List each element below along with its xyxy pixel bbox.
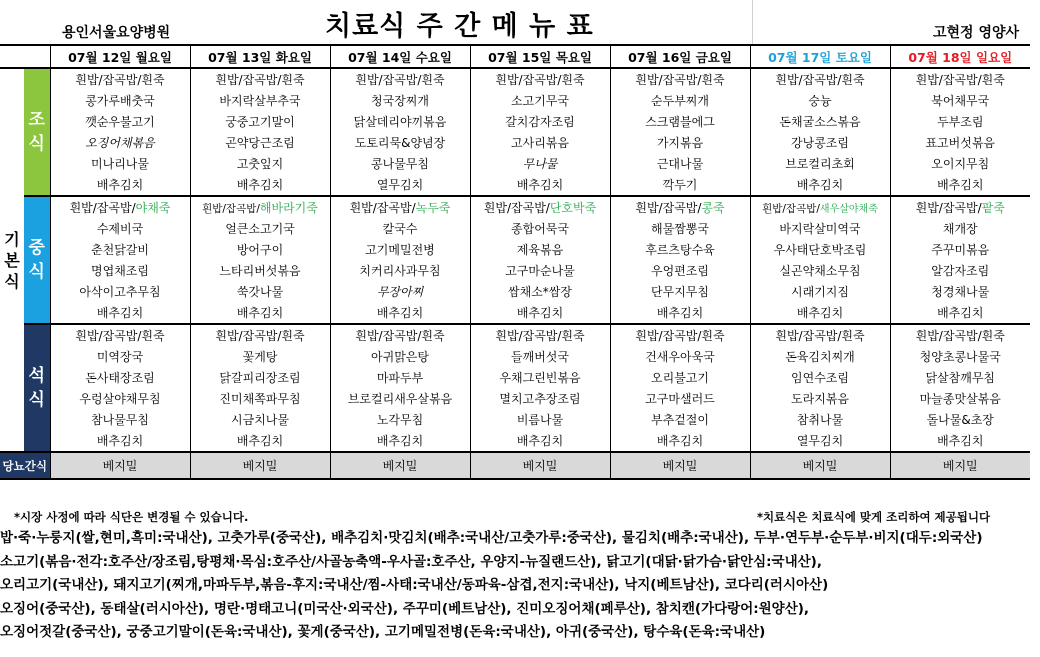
- menu-cell: 흰밥/잡곡밥/흰죽: [470, 324, 610, 346]
- menu-cell: 바지락살부추국: [190, 90, 330, 111]
- menu-cell: 배추김치: [610, 430, 750, 452]
- day-header-thu: 07월 15일 목요일: [470, 45, 610, 68]
- menu-cell: 배추김치: [50, 430, 190, 452]
- menu-cell: 배추김치: [890, 430, 1030, 452]
- dinner-label: [24, 324, 50, 452]
- day-header-row: [0, 45, 1030, 68]
- snack-item: 베지밀: [50, 452, 190, 479]
- breakfast-row: [0, 90, 1030, 111]
- menu-cell: 배추김치: [750, 174, 890, 196]
- menu-cell: 닭살참깨무침: [890, 367, 1030, 388]
- menu-cell: [750, 196, 890, 218]
- menu-cell: 표고버섯볶음: [890, 132, 1030, 153]
- _v.lunch-char: 중: [28, 238, 45, 258]
- menu-cell: 고춧잎지: [190, 153, 330, 174]
- menu-cell: 배추김치: [750, 302, 890, 324]
- diet-group-label: [0, 68, 24, 452]
- menu-cell: 배추김치: [50, 174, 190, 196]
- menu-cell: 흰밥/잡곡밥/흰죽: [750, 324, 890, 346]
- menu-cell: 칼국수: [330, 218, 470, 239]
- menu-cell: 무나물: [470, 153, 610, 174]
- menu-cell: 두부조림: [890, 111, 1030, 132]
- menu-cell: 고기메밀전병: [330, 239, 470, 260]
- menu-cell: 배추김치: [190, 430, 330, 452]
- menu-cell: 배추김치: [890, 174, 1030, 196]
- hospital-name: 용인서울요양병원: [62, 25, 171, 41]
- snack-item: 베지밀: [610, 452, 750, 479]
- lunch-row: [0, 260, 1030, 281]
- breakfast-row: [0, 174, 1030, 196]
- sheet-gridline: [752, 0, 753, 44]
- menu-cell: 열무김치: [330, 174, 470, 196]
- porridge-item: 야채죽: [135, 201, 171, 215]
- _v.group-char: 식: [4, 271, 20, 291]
- lunch-row: [0, 302, 1030, 324]
- rice-options: 흰밥/잡곡밥/: [69, 201, 136, 215]
- menu-cell: 흰밥/잡곡밥/흰죽: [190, 324, 330, 346]
- menu-cell: 청경채나물: [890, 281, 1030, 302]
- menu-cell: 들깨버섯국: [470, 346, 610, 367]
- menu-cell: 흰밥/잡곡밥/흰죽: [330, 68, 470, 90]
- rice-options: 흰밥/잡곡밥/: [202, 203, 260, 215]
- menu-cell: 참취나물: [750, 409, 890, 430]
- menu-cell: 오이지무침: [890, 153, 1030, 174]
- snack-label: 당뇨간식: [0, 452, 50, 479]
- dietitian-name: 고현정 영양사: [933, 25, 1020, 41]
- note-left: *시장 사정에 따라 식단은 변경될 수 있습니다.: [14, 510, 249, 524]
- menu-cell: 멸치고추장조림: [470, 388, 610, 409]
- menu-cell: 우엉편조림: [610, 260, 750, 281]
- snack-item: 베지밀: [470, 452, 610, 479]
- menu-cell: 고구마순나물: [470, 260, 610, 281]
- menu-cell: 브로컬리초회: [750, 153, 890, 174]
- menu-cell: 우채그린빈볶음: [470, 367, 610, 388]
- porridge-item: 단호박죽: [549, 201, 597, 215]
- menu-cell: 제육볶음: [470, 239, 610, 260]
- dinner-row: [0, 409, 1030, 430]
- menu-cell: 돈사태장조림: [50, 367, 190, 388]
- menu-cell: 노각무침: [330, 409, 470, 430]
- menu-cell: 소고기무국: [470, 90, 610, 111]
- menu-cell: 방어구이: [190, 239, 330, 260]
- menu-cell: 도라지볶음: [750, 388, 890, 409]
- menu-cell: 흰밥/잡곡밥/흰죽: [50, 68, 190, 90]
- menu-cell: 곤약당근조림: [190, 132, 330, 153]
- menu-cell: 오리불고기: [610, 367, 750, 388]
- menu-cell: 배추김치: [890, 302, 1030, 324]
- menu-cell: 단무지무침: [610, 281, 750, 302]
- menu-cell: 열무김치: [750, 430, 890, 452]
- porridge-item: 새우살야채죽: [819, 203, 878, 215]
- origin-info: [0, 527, 1040, 645]
- menu-cell: 채개장: [890, 218, 1030, 239]
- menu-cell: 참나물무침: [50, 409, 190, 430]
- day-header-sat: 07월 17일 토요일: [750, 45, 890, 68]
- menu-cell: 콩가루배춧국: [50, 90, 190, 111]
- menu-cell: 순두부찌개: [610, 90, 750, 111]
- menu-cell: 수제비국: [50, 218, 190, 239]
- menu-cell: 배추김치: [470, 174, 610, 196]
- breakfast-row: [0, 111, 1030, 132]
- menu-cell: 닭살데리야끼볶음: [330, 111, 470, 132]
- menu-cell: 부추겉절이: [610, 409, 750, 430]
- rice-options: 흰밥/잡곡밥/: [483, 201, 550, 215]
- menu-cell: 미나리나물: [50, 153, 190, 174]
- _v.breakfast-char: 조: [28, 110, 45, 130]
- menu-cell: 아삭이고추무침: [50, 281, 190, 302]
- menu-cell: 고사리볶음: [470, 132, 610, 153]
- menu-cell: 흰밥/잡곡밥/흰죽: [610, 324, 750, 346]
- menu-cell: 미역장국: [50, 346, 190, 367]
- menu-cell: 돈육김치찌개: [750, 346, 890, 367]
- breakfast-row: [0, 132, 1030, 153]
- menu-cell: 배추김치: [190, 174, 330, 196]
- breakfast-row: [0, 68, 1030, 90]
- menu-cell: 진미채쪽파무침: [190, 388, 330, 409]
- snack-item: 베지밀: [190, 452, 330, 479]
- origin-line: 소고기(볶음·전각:호주산/장조림,탕평채·목심:호주산/사골농축액-우사골:호주산, 우양지-뉴질랜드산), 닭고기(대닭·닭가슴·닭안심:국내산),: [0, 553, 822, 570]
- menu-cell: 쑥갓나물: [190, 281, 330, 302]
- menu-cell: 근대나물: [610, 153, 750, 174]
- snack-item: 베지밀: [330, 452, 470, 479]
- menu-cell: 해물짬뽕국: [610, 218, 750, 239]
- dinner-row: [0, 324, 1030, 346]
- menu-cell: 알감자조림: [890, 260, 1030, 281]
- menu-cell: 흰밥/잡곡밥/흰죽: [190, 68, 330, 90]
- menu-cell: 갈치감자조림: [470, 111, 610, 132]
- _v.breakfast-char: 식: [28, 134, 45, 154]
- menu-cell: 흰밥/잡곡밥/흰죽: [610, 68, 750, 90]
- dinner-row: [0, 388, 1030, 409]
- menu-cell: 돈채굴소스볶음: [750, 111, 890, 132]
- menu-cell: [470, 196, 610, 218]
- day-header-sun: 07월 18일 일요일: [890, 45, 1030, 68]
- menu-cell: 깻순우불고기: [50, 111, 190, 132]
- menu-cell: 북어채무국: [890, 90, 1030, 111]
- menu-cell: 흰밥/잡곡밥/흰죽: [470, 68, 610, 90]
- menu-cell: 배추김치: [50, 302, 190, 324]
- _v.dinner-char: 석: [28, 366, 45, 386]
- menu-cell: 흰밥/잡곡밥/흰죽: [890, 68, 1030, 90]
- menu-cell: [330, 196, 470, 218]
- menu-cell: 가지볶음: [610, 132, 750, 153]
- menu-cell: 치커리사과무침: [330, 260, 470, 281]
- menu-cell: 건새우아욱국: [610, 346, 750, 367]
- dinner-row: [0, 367, 1030, 388]
- origin-line: 오리고기(국내산), 돼지고기(찌개,마파두부,볶음-후지:국내산/찜-사태:국내산/동파육-삼겹,전지:국내산), 낙지(베트남산), 코다리(러시아산): [0, 577, 829, 593]
- menu-cell: 배추김치: [330, 302, 470, 324]
- _v.lunch-char: 식: [28, 262, 45, 282]
- menu-cell: 고구마샐러드: [610, 388, 750, 409]
- menu-cell: 주꾸미볶음: [890, 239, 1030, 260]
- menu-cell: 바지락살미역국: [750, 218, 890, 239]
- menu-cell: 흰밥/잡곡밥/흰죽: [330, 324, 470, 346]
- origin-line: 오징어(중국산), 동태살(러시아산), 명란·명태고니(미국산·외국산), 주꾸미(베트남산), 진미오징어채(페루산), 참치캔(가다랑어:원양산),: [0, 600, 810, 617]
- rice-options: 흰밥/잡곡밥/: [635, 201, 702, 215]
- menu-cell: 종합어묵국: [470, 218, 610, 239]
- note-right: *치료식은 치료식에 맞게 조리하여 제공됩니다: [757, 510, 991, 524]
- menu-cell: 비름나물: [470, 409, 610, 430]
- menu-cell: 브로컬리새우살볶음: [330, 388, 470, 409]
- menu-cell: 후르츠탕수육: [610, 239, 750, 260]
- menu-cell: 아귀맑은탕: [330, 346, 470, 367]
- menu-cell: [50, 196, 190, 218]
- menu-cell: 배추김치: [610, 302, 750, 324]
- menu-cell: 궁중고기말이: [190, 111, 330, 132]
- menu-cell: 돌나물&초장: [890, 409, 1030, 430]
- menu-cell: 배추김치: [330, 430, 470, 452]
- _v.group-char: 본: [4, 250, 20, 270]
- menu-cell: 청국장찌개: [330, 90, 470, 111]
- menu-cell: 스크램블에그: [610, 111, 750, 132]
- menu-cell: 흰밥/잡곡밥/흰죽: [750, 68, 890, 90]
- menu-cell: 춘천닭갈비: [50, 239, 190, 260]
- menu-cell: 강낭콩조림: [750, 132, 890, 153]
- menu-cell: 깍두기: [610, 174, 750, 196]
- menu-cell: 콩나물무침: [330, 153, 470, 174]
- snack-item: 베지밀: [890, 452, 1030, 479]
- day-header-mon: 07월 12일 월요일: [50, 45, 190, 68]
- snack-item: 베지밀: [750, 452, 890, 479]
- day-header-tue: 07월 13일 화요일: [190, 45, 330, 68]
- menu-cell: 느타리버섯볶음: [190, 260, 330, 281]
- porridge-item: 팥죽: [981, 201, 1005, 215]
- page-title: 치료식 주 간 메 뉴 표: [325, 11, 594, 42]
- menu-cell: 쌈채소*쌈장: [470, 281, 610, 302]
- menu-cell: 청양초콩나물국: [890, 346, 1030, 367]
- rice-options: 흰밥/잡곡밥/: [762, 202, 820, 215]
- lunch-row: [0, 218, 1030, 239]
- menu-cell: 오징어채볶음: [50, 132, 190, 153]
- day-header-fri: 07월 16일 금요일: [610, 45, 750, 68]
- menu-cell: 시금치나물: [190, 409, 330, 430]
- breakfast-row: [0, 153, 1030, 174]
- menu-cell: [190, 196, 330, 218]
- snack-row: [0, 452, 1030, 479]
- menu-cell: 우사태단호박조림: [750, 239, 890, 260]
- menu-cell: 명엽채조림: [50, 260, 190, 281]
- _v.dinner-char: 식: [28, 390, 45, 410]
- menu-cell: 무장아찌: [330, 281, 470, 302]
- dinner-row: [0, 430, 1030, 452]
- menu-cell: 흰밥/잡곡밥/흰죽: [50, 324, 190, 346]
- porridge-item: 해바라기죽: [259, 201, 318, 215]
- day-header-wed: 07월 14일 수요일: [330, 45, 470, 68]
- lunch-label: [24, 196, 50, 324]
- menu-cell: 임연수조림: [750, 367, 890, 388]
- dinner-row: [0, 346, 1030, 367]
- menu-cell: 흰밥/잡곡밥/흰죽: [890, 324, 1030, 346]
- menu-cell: 시래기지짐: [750, 281, 890, 302]
- _v.group-char: 기: [4, 229, 20, 249]
- menu-cell: 실곤약채소무침: [750, 260, 890, 281]
- weekly-menu-table: [0, 44, 1030, 480]
- origin-line: 밥·죽·누룽지(쌀,현미,흑미:국내산), 고춧가루(중국산), 배추김치·맛김치(배추:국내산/고춧가루:중국산), 물김치(배추:국내산), 두부·연두부·순두부·비지(대두:외국산): [0, 530, 983, 546]
- menu-cell: 우렁살야채무침: [50, 388, 190, 409]
- menu-cell: 얼큰소고기국: [190, 218, 330, 239]
- menu-cell: 배추김치: [190, 302, 330, 324]
- header-corner: [0, 45, 50, 68]
- porridge-item: 녹두죽: [415, 201, 451, 215]
- origin-line: 오징어젓갈(중국산), 궁중고기말이(돈육:국내산), 꽃게(중국산), 고기메밀전병(돈육:국내산), 아귀(중국산), 탕수육(돈육:국내산): [0, 624, 766, 640]
- menu-cell: 도토리묵&양념장: [330, 132, 470, 153]
- menu-cell: [610, 196, 750, 218]
- menu-cell: 꽃게탕: [190, 346, 330, 367]
- menu-cell: 닭갈피리장조림: [190, 367, 330, 388]
- menu-cell: 숭늉: [750, 90, 890, 111]
- rice-options: 흰밥/잡곡밥/: [349, 201, 416, 215]
- lunch-row: [0, 239, 1030, 260]
- menu-cell: 배추김치: [470, 302, 610, 324]
- menu-cell: 마늘종맛살볶음: [890, 388, 1030, 409]
- breakfast-label: [24, 68, 50, 196]
- rice-options: 흰밥/잡곡밥/: [915, 201, 982, 215]
- menu-cell: 배추김치: [470, 430, 610, 452]
- lunch-row: [0, 196, 1030, 218]
- menu-cell: [890, 196, 1030, 218]
- lunch-row: [0, 281, 1030, 302]
- menu-cell: 마파두부: [330, 367, 470, 388]
- porridge-item: 콩죽: [701, 201, 725, 215]
